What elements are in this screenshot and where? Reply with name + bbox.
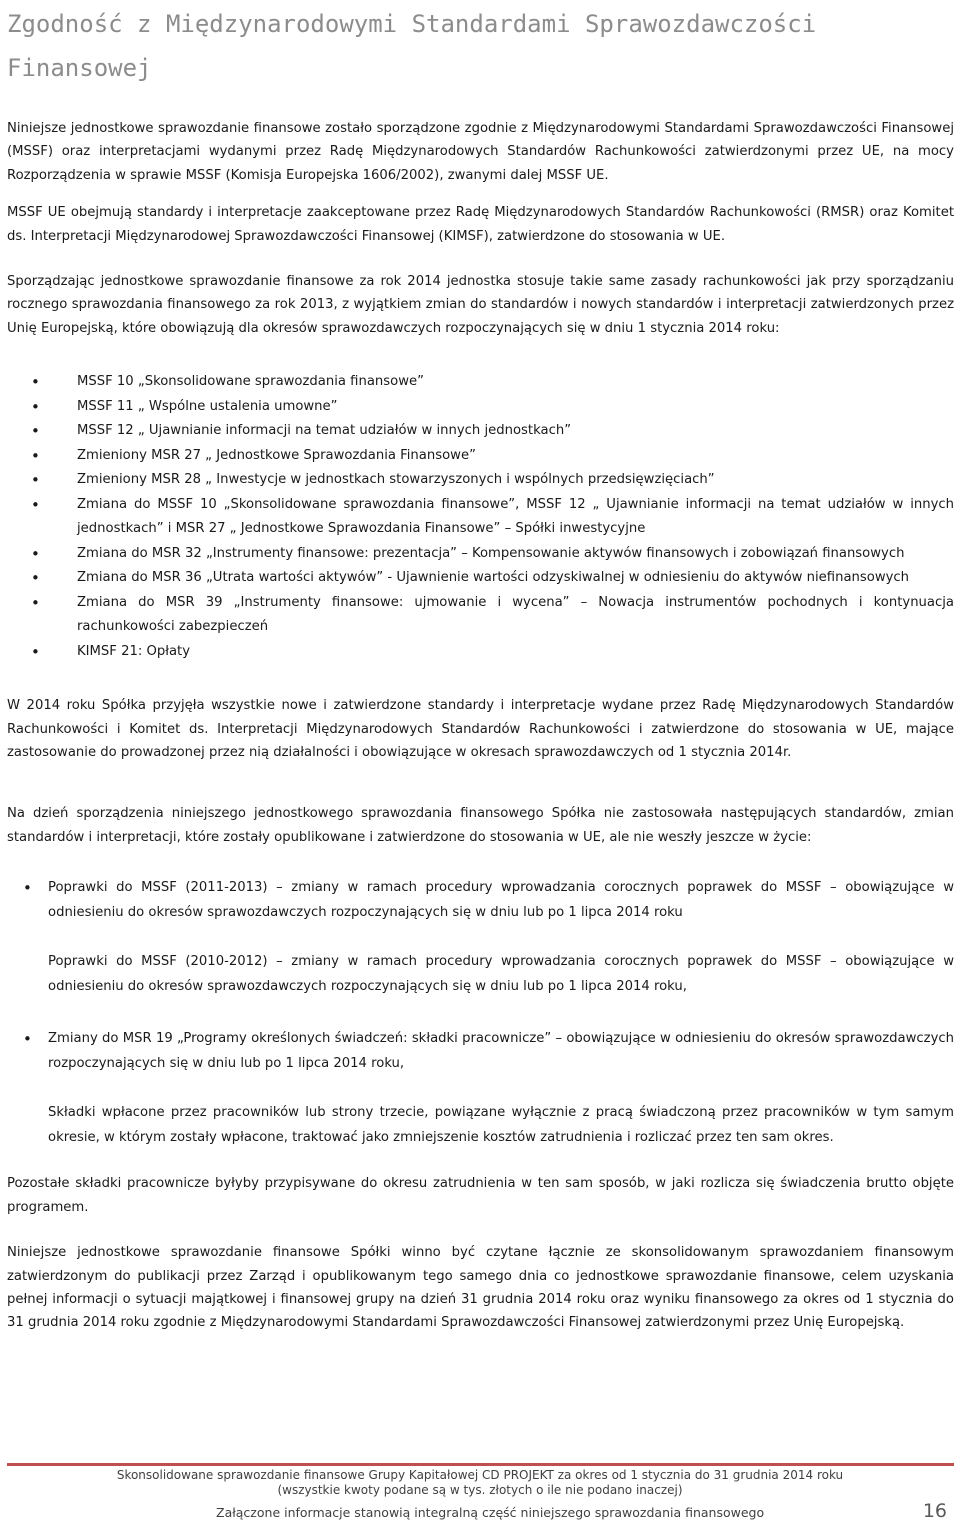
- list-item: • Zmieniony MSR 28 „ Inwestycje w jednostkach stowarzyszonych i wspólnych przedsięwzięciach”: [7, 468, 954, 493]
- paragraph-compliance: Niniejsze jednostkowe sprawozdanie finansowe zostało sporządzone zgodnie z Międzynarodowymi Standardami Sprawozdawczości Finansowej (MSSF) oraz interpretacjami wydanymi przez Radę Międzynarodowych Standardów Rachunkowości zatwierdzonymi przez UE, na mocy Rozporządzenia w sprawie MSSF (Komisja Europejska 1606/2002), zwanymi dalej MSSF UE.: [7, 121, 954, 183]
- page-footer: [0, 1463, 960, 1522]
- list-item-text: • Zmiany do MSR 19 „Programy określonych świadczeń: składki pracownicze” – obowiązujące w odniesieniu do okresów sprawozdawczych rozpoczynających się w dniu lub po 1 lipca 2014 roku,: [48, 1031, 954, 1071]
- list-item: • Zmiana do MSR 39 „Instrumenty finansowe: ujmowanie i wycena” – Nowacja instrumentów pochodnych i kontynuacja rachunkowości zabezpieczeń: [7, 591, 954, 640]
- list-item: • KIMSF 21: Opłaty: [7, 640, 954, 665]
- paragraph-read-together: Niniejsze jednostkowe sprawozdanie finansowe Spółki winno być czytane łącznie ze skonsolidowanym sprawozdaniem finansowym zatwierdzonym do publikacji przez Zarząd i opublikowanym tego samego dnia co jednostkowe sprawozdanie finansowe, celem uzyskania pełnej informacji o sytuacji majątkowej i finansowej grupy na dzień 31 grudnia 2014 roku oraz wyniku finansowego za okres od 1 stycznia do 31 grudnia 2014 roku zgodnie z Międzynarodowymi Standardami Sprawozdawczości Finansowej zatwierdzonymi przez Unię Europejską.: [7, 1245, 954, 1331]
- list-item: [7, 1027, 954, 1150]
- footer-report-title: Skonsolidowane sprawozdanie finansowe Grupy Kapitałowej CD PROJEKT za okres od 1 stycznia do 31 grudnia 2014 roku: [116, 1468, 844, 1482]
- paragraph-other-contributions: Pozostałe składki pracownicze byłyby przypisywane do okresu zatrudnienia w ten sam sposób, w jaki rozlicza się świadczenia brutto objęte programem.: [7, 1176, 954, 1215]
- paragraph-accounting-policies: Sporządzając jednostkowe sprawozdanie finansowe za rok 2014 jednostka stosuje takie same zasady rachunkowości jak przy sporządzaniu rocznego sprawozdania finansowego za rok 2013, z wyjątkiem zmian do standardów i nowych standardów i interpretacji zatwierdzonych przez Unię Europejską, które obowiązują dla okresów sprawozdawczych rozpoczynających się w dniu 1 stycznia 2014 roku:: [7, 274, 954, 336]
- section-heading-line-1: Zgodność z Międzynarodowymi Standardami Sprawozdawczości: [7, 10, 817, 38]
- list-item: • MSSF 12 „ Ujawnianie informacji na temat udziałów w innych jednostkach”: [7, 419, 954, 444]
- list-item-text: • Poprawki do MSSF (2011-2013) – zmiany w ramach procedury wprowadzania corocznych poprawek do MSSF – obowiązujące w odniesieniu do okresów sprawozdawczych rozpoczynających się w dniu lub po 1 lipca 2014 roku: [48, 880, 954, 920]
- pending-standards-list: [7, 876, 954, 1150]
- list-item: • Zmiana do MSR 36 „Utrata wartości aktywów” - Ujawnienie wartości odzyskiwalnej w odniesieniu do aktywów niefinansowych: [7, 566, 954, 591]
- adopted-standards-list: [7, 370, 954, 664]
- list-item: [7, 876, 954, 999]
- list-item: • Zmiana do MSR 32 „Instrumenty finansowe: prezentacja” – Kompensowanie aktywów finansowych i zobowiązań finansowych: [7, 542, 954, 567]
- list-item: • MSSF 10 „Skonsolidowane sprawozdania finansowe”: [7, 370, 954, 395]
- section-heading-line-2: Finansowej: [7, 54, 152, 82]
- paragraph-mssf-scope: MSSF UE obejmują standardy i interpretacje zaakceptowane przez Radę Międzynarodowych Standardów Rachunkowości (RMSR) oraz Komitet ds. Interpretacji Międzynarodowej Sprawozdawczości Finansowej (KIMSF), zatwierdzone do stosowania w UE.: [7, 205, 954, 244]
- list-item: • MSSF 11 „ Wspólne ustalenia umowne”: [7, 395, 954, 420]
- paragraph-not-yet-effective: Na dzień sporządzenia niniejszego jednostkowego sprawozdania finansowego Spółka nie zastosowała następujących standardów, zmian standardów i interpretacji, które zostały opublikowane i zatwierdzone do stosowania w UE, ale nie weszły jeszcze w życie:: [7, 806, 954, 845]
- page-number: 16: [922, 1500, 947, 1522]
- footer-currency-note: (wszystkie kwoty podane są w tys. złotych o ile nie podano inaczej): [277, 1483, 683, 1497]
- list-item: • Zmiana do MSSF 10 „Skonsolidowane sprawozdania finansowe”, MSSF 12 „ Ujawnianie informacji na temat udziałów w innych jednostkach” i MSR 27 „ Jednostkowe Sprawozdania Finansowe” – Spółki inwestycyjne: [7, 493, 954, 542]
- list-item-subparagraph: Poprawki do MSSF (2010-2012) – zmiany w ramach procedury wprowadzania corocznych poprawek do MSSF – obowiązujące w odniesieniu do okresów sprawozdawczych rozpoczynających się w dniu lub po 1 lipca 2014 roku,: [48, 954, 954, 994]
- list-item-subparagraph: Składki wpłacone przez pracowników lub strony trzecie, powiązane wyłącznie z pracą świadczoną przez pracowników w tym samym okresie, w którym zostały wpłacone, traktować jako zmniejszenie kosztów zatrudnienia i rozliczać przez ten sam okres.: [48, 1105, 954, 1145]
- section-heading: [7, 0, 954, 90]
- footer-integral-note: Załączone informacje stanowią integralną część niniejszego sprawozdania finansowego: [216, 1505, 765, 1520]
- footer-divider: [7, 1463, 954, 1466]
- document-page: [7, 0, 954, 1335]
- paragraph-adopted-2014: W 2014 roku Spółka przyjęła wszystkie nowe i zatwierdzone standardy i interpretacje wydane przez Radę Międzynarodowych Standardów Rachunkowości i Komitet ds. Interpretacji Międzynarodowych Standardów Rachunkowości i zatwierdzone do stosowania w UE, mające zastosowanie do prowadzonej przez nią działalności i obowiązujące w okresach sprawozdawczych od 1 stycznia 2014r.: [7, 698, 954, 761]
- list-item: • Zmieniony MSR 27 „ Jednostkowe Sprawozdania Finansowe”: [7, 444, 954, 469]
